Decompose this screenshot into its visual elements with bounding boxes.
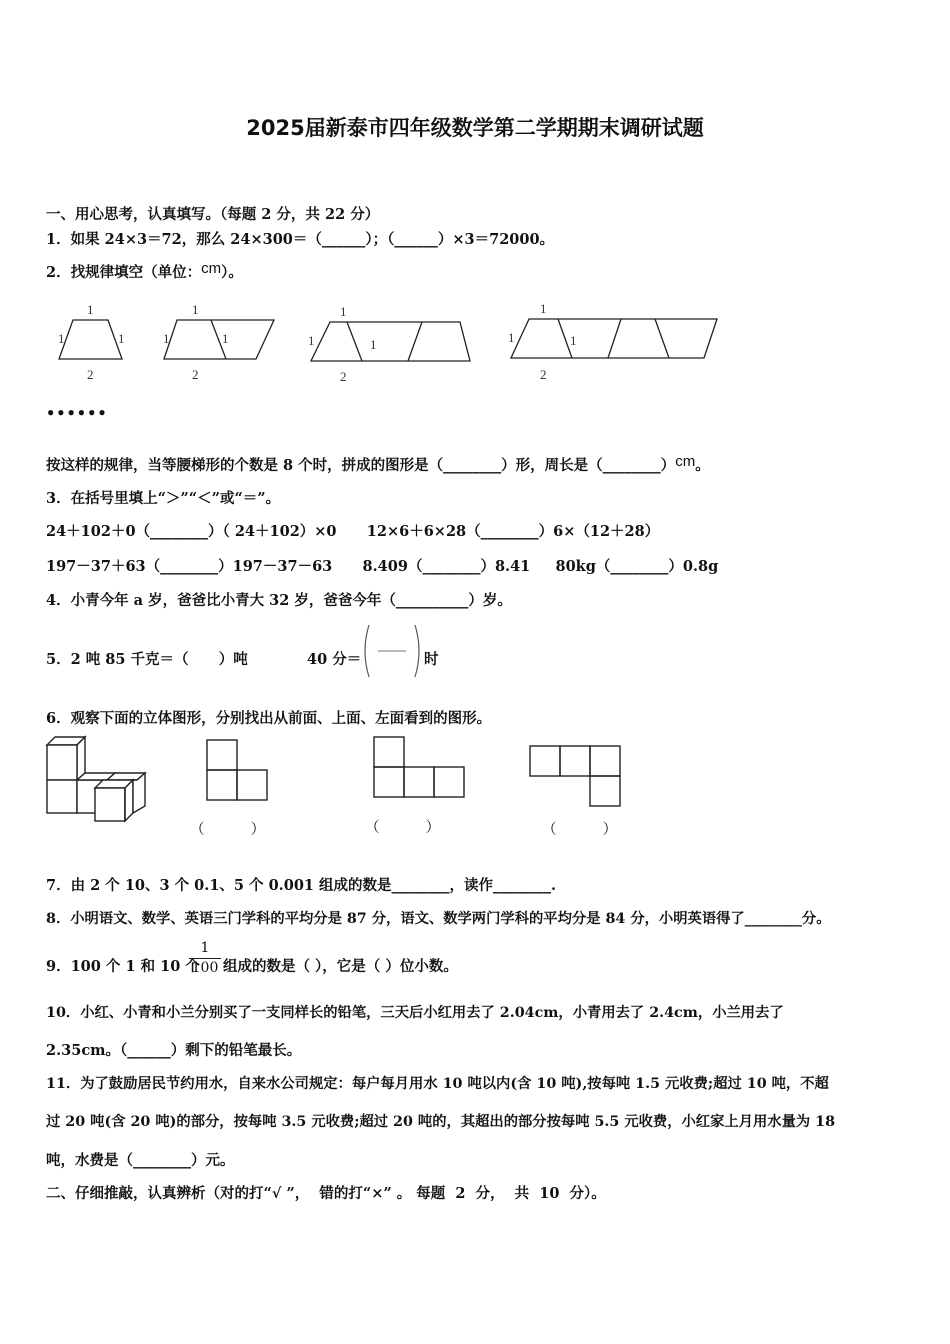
view-option-3	[530, 746, 560, 776]
question-10-line-2: 2.35cm。（______）剩下的铅笔最长。	[46, 1042, 302, 1059]
question-5-part-2-prefix: 40 分＝	[307, 651, 362, 668]
unit-cm: cm	[201, 260, 222, 277]
figure-4-divider-3	[655, 319, 669, 358]
fig2-top-label: 1	[192, 302, 199, 317]
fig3-mid-label: 1	[370, 337, 377, 352]
view-option-2	[374, 737, 404, 767]
fig4-mid-label: 1	[570, 333, 577, 348]
fig3-top-label: 1	[340, 304, 347, 319]
fig4-top-label: 1	[540, 301, 547, 316]
answer-paren-1: （ ）	[190, 822, 266, 838]
continuation-dots: ••••••	[46, 405, 108, 422]
answer-paren-3: （ ）	[542, 822, 618, 838]
trapezoid-1	[59, 320, 122, 359]
question-11-line-3: 吨，水费是（________）元。	[46, 1152, 235, 1169]
fig1-bottom-label: 2	[87, 367, 94, 382]
question-3-row-2: 197－37＋63（________）197－37－63 8.409（________）8.41 80kg（________）0.8g	[46, 558, 719, 575]
fig1-left-label: 1	[58, 331, 65, 346]
figure-3-outline	[311, 322, 470, 361]
question-5-part-2-suffix: 时	[424, 651, 439, 668]
question-5-part-1: 5．2 吨 85 千克＝（ ）吨	[46, 651, 248, 668]
question-2-stem	[46, 260, 243, 282]
question-3-row-1: 24＋102＋0（________）（ 24＋102）×0 12×6＋6×28（________）6×（12＋28）	[46, 523, 660, 540]
question-4: 4．小青今年 a 岁，爸爸比小青大 32 岁，爸爸今年（__________）岁。	[46, 592, 512, 609]
question-11-line-2: 过 20 吨(含 20 吨)的部分，按每吨 3.5 元收费;超过 20 吨的，其超出的部分按每吨 5.5 元收费，小红家上月用水量为 18	[46, 1114, 836, 1130]
figure-3-divider-1	[347, 322, 362, 361]
fig3-left-label: 1	[308, 333, 315, 348]
fig1-right-label: 1	[118, 331, 125, 346]
view-option-1	[207, 740, 237, 770]
question-2-answer-suffix: 。	[695, 457, 710, 474]
question-9-suffix: 组成的数是（ ），它是（ ）位小数。	[223, 958, 458, 975]
question-2-suffix: ）。	[221, 264, 243, 281]
figure-4-divider-2	[608, 319, 621, 358]
figure-3-divider-2	[408, 322, 422, 361]
question-7: 7．由 2 个 10、3 个 0.1、5 个 0.001 组成的数是________，读作________.	[46, 877, 557, 894]
question-2-prefix: 2．找规律填空（单位：	[46, 264, 202, 281]
fraction-1-over-100	[189, 940, 221, 977]
fig4-bottom-label: 2	[540, 367, 547, 382]
answer-unit-cm: cm	[675, 453, 696, 470]
fraction-numerator: 1	[200, 940, 210, 956]
fig3-bottom-label: 2	[340, 369, 347, 384]
question-9-prefix: 9．100 个 1 和 10 个	[46, 958, 200, 975]
question-11-line-1: 11．为了鼓励居民节约用水，自来水公司规定：每户每月用水 10 吨以内(含 10 吨),按每吨 1.5 元收费;超过 10 吨，不超	[46, 1076, 829, 1092]
question-1: 1．如果 24×3＝72，那么 24×300＝（______）；（______）×3＝72000。	[46, 231, 555, 248]
fraction-denominator: 100	[191, 960, 219, 976]
question-2-answer-text: 按这样的规律，当等腰梯形的个数是 8 个时，拼成的图形是（________）形，周长是（________）	[46, 457, 676, 474]
question-6-stem: 6．观察下面的立体图形，分别找出从前面、上面、左面看到的图形。	[46, 710, 492, 727]
fraction-answer-blank	[360, 622, 424, 680]
section-1-header: 一、用心思考，认真填写。（每题 2 分，共 22 分）	[46, 206, 380, 223]
answer-paren-2: （ ）	[365, 820, 441, 836]
trapezoid-pattern-figure	[40, 295, 740, 390]
question-2-answer	[46, 453, 710, 475]
question-10-line-1: 10．小红、小青和小兰分别买了一支同样长的铅笔，三天后小红用去了 2.04cm，小青用去了 2.4cm，小兰用去了	[46, 1005, 784, 1021]
fig1-top-label: 1	[87, 302, 94, 317]
question-8: 8．小明语文、数学、英语三门学科的平均分是 87 分，语文、数学两门学科的平均分是 84 分，小明英语得了________分。	[46, 911, 831, 927]
page-title: 2025届新泰市四年级数学第二学期期末调研试题	[246, 116, 704, 140]
fig4-left-label: 1	[508, 330, 515, 345]
fig2-bottom-label: 2	[192, 367, 199, 382]
section-2-header: 二、仔细推敲，认真辨析（对的打“√ ”， 错的打“×” 。 每题 2 分， 共 10 分）。	[46, 1185, 606, 1202]
question-3-stem: 3．在括号里填上“＞”“＜”或“＝”。	[46, 490, 281, 507]
fig2-mid-label: 1	[222, 331, 229, 346]
fig2-left-label: 1	[163, 331, 170, 346]
